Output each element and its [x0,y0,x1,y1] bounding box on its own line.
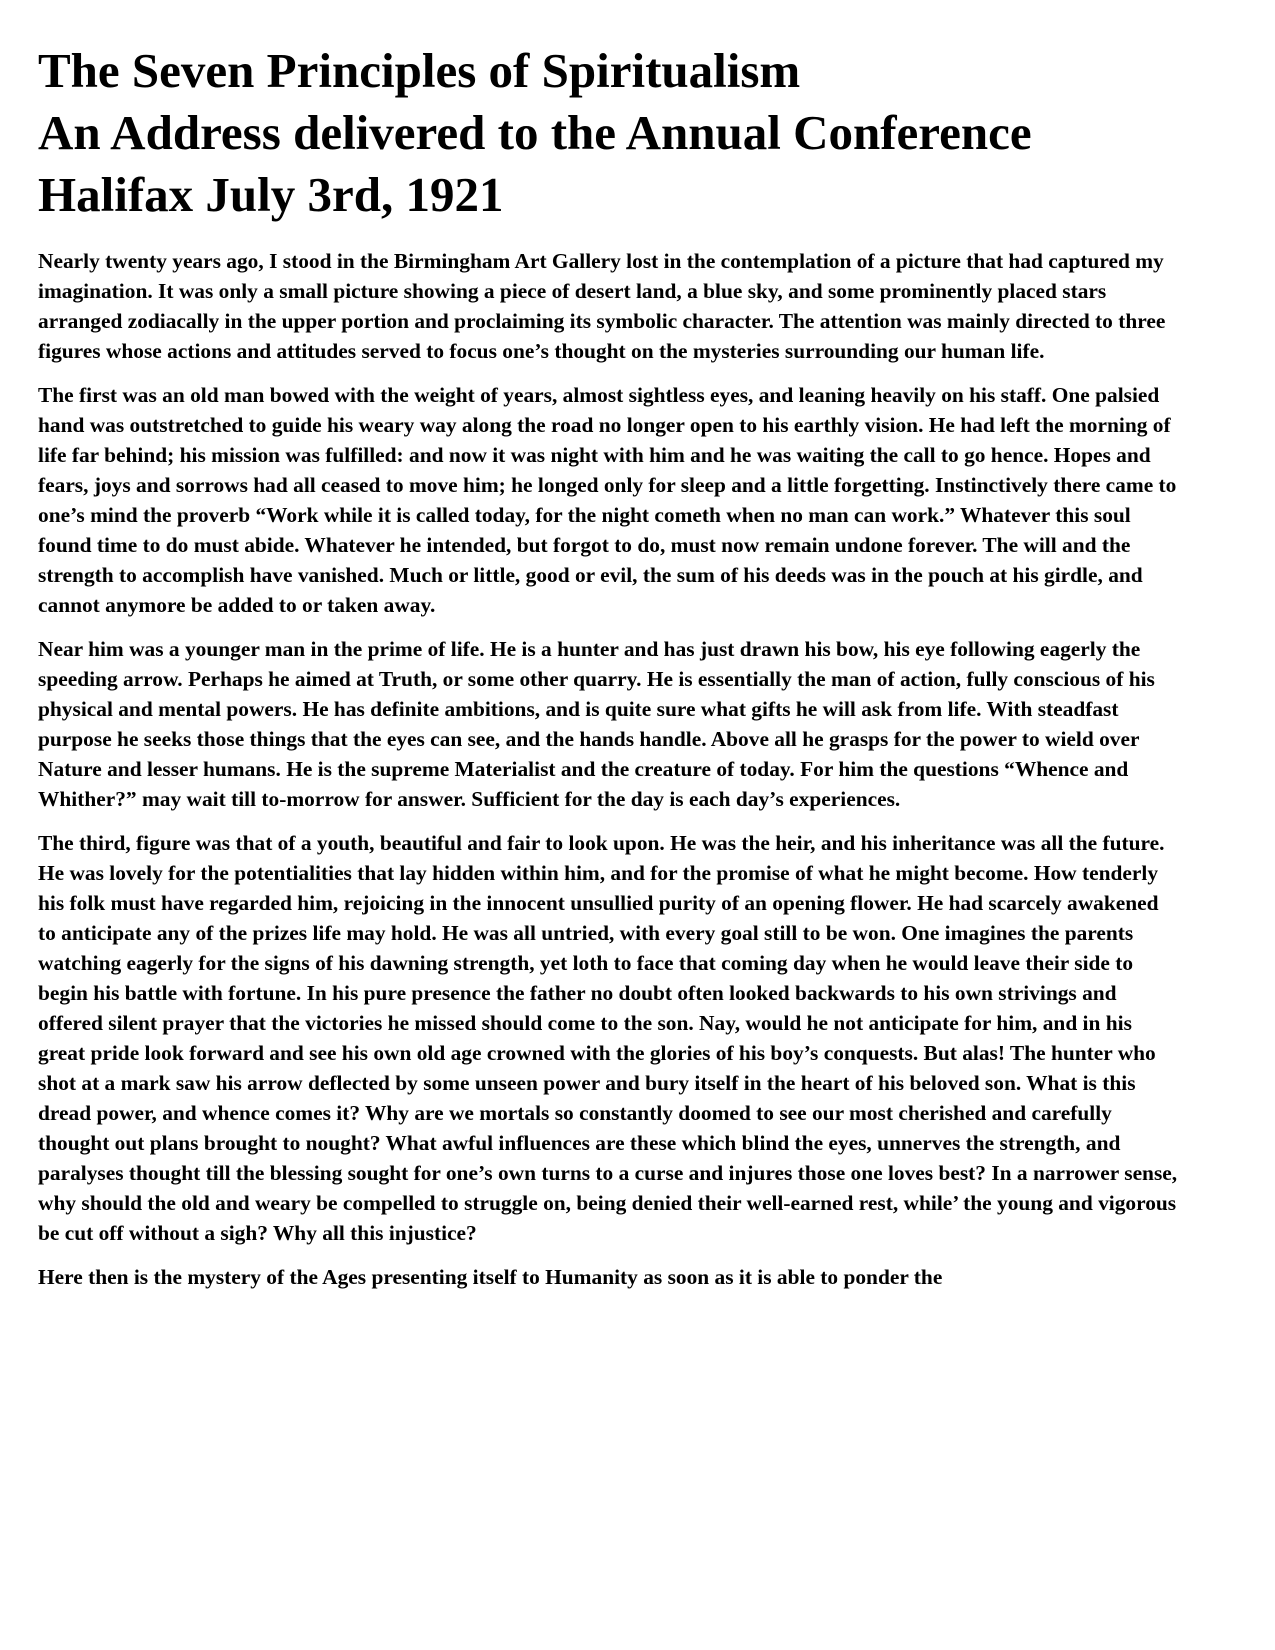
document-page [38,40,1178,1306]
paragraph-5: Here then is the mystery of the Ages presenting itself to Humanity as soon as it is able to ponder the [38,1265,943,1289]
paragraph-4: The third, figure was that of a youth, beautiful and fair to look upon. He was the heir, and his inheritance was all the future. He was lovely for the potentialities that lay hidden within him, and for the promise of what he might become. How tenderly his folk must have regarded him, rejoicing in the innocent unsullied purity of an opening flower. He had scarcely awakened to anticipate any of the prizes life may hold. He was all untried, with every goal still to be won. One imagines the parents watching eagerly for the signs of his dawning strength, yet loth to face that coming day when he would leave their side to begin his battle with fortune. In his pure presence the father no doubt often looked backwards to his own strivings and offered silent prayer that the victories he missed should come to the son. Nay, would he not anticipate for him, and in his great pride look forward and see his own old age crowned with the glories of his boy’s conquests. But alas! The hunter who shot at a mark saw his arrow deflected by some unseen power and bury itself in the heart of his beloved son. What is this dread power, and whence comes it? Why are we mortals so constantly doomed to see our most cherished and carefully thought out plans brought to nought? What awful influences are these which blind the eyes, unnerves the strength, and paralyses thought till the blessing sought for one’s own turns to a curse and injures those one loves best? In a narrower sense, why should the old and weary be compelled to struggle on, being denied their well-earned rest, while’ the young and vigorous be cut off without a sigh? Why all this injustice? [38,831,1178,1245]
paragraph-1: Nearly twenty years ago, I stood in the Birmingham Art Gallery lost in the contemplation of a picture that had captured my imagination. It was only a small picture showing a piece of desert land, a blue sky, and some prominently placed stars arranged zodiacally in the upper portion and proclaiming its symbolic character. The attention was mainly directed to three figures whose actions and attitudes served to focus one’s thought on the mysteries surrounding our human life. [38,249,1166,363]
title-line-3: Halifax July 3rd, 1921 [38,167,504,222]
paragraph-2: The first was an old man bowed with the weight of years, almost sightless eyes, and leaning heavily on his staff. One palsied hand was outstretched to guide his weary way along the road no longer open to his earthly vision. He had left the morning of life far behind; his mission was fulfilled: and now it was night with him and he was waiting the call to go hence. Hopes and fears, joys and sorrows had all ceased to move him; he longed only for sleep and a little forgetting. Instinctively there came to one’s mind the proverb “Work while it is called today, for the night cometh when no man can work.” Whatever this soul found time to do must abide. Whatever he intended, but forgot to do, must now remain undone forever. The will and the strength to accomplish have vanished. Much or little, good or evil, the sum of his deeds was in the pouch at his girdle, and cannot anymore be added to or taken away. [38,383,1177,617]
title-line-1: The Seven Principles of Spiritualism [38,43,801,98]
document-body [38,246,1178,1292]
document-title [38,40,1178,226]
title-line-2: An Address delivered to the Annual Conference [38,105,1032,160]
paragraph-3: Near him was a younger man in the prime of life. He is a hunter and has just drawn his bow, his eye following eagerly the speeding arrow. Perhaps he aimed at Truth, or some other quarry. He is essentially the man of action, fully conscious of his physical and mental powers. He has definite ambitions, and is quite sure what gifts he will ask from life. With steadfast purpose he seeks those things that the eyes can see, and the hands handle. Above all he grasps for the power to wield over Nature and lesser humans. He is the supreme Materialist and the creature of today. For him the questions “Whence and Whither?” may wait till to-morrow for answer. Sufficient for the day is each day’s experiences. [38,637,1155,811]
